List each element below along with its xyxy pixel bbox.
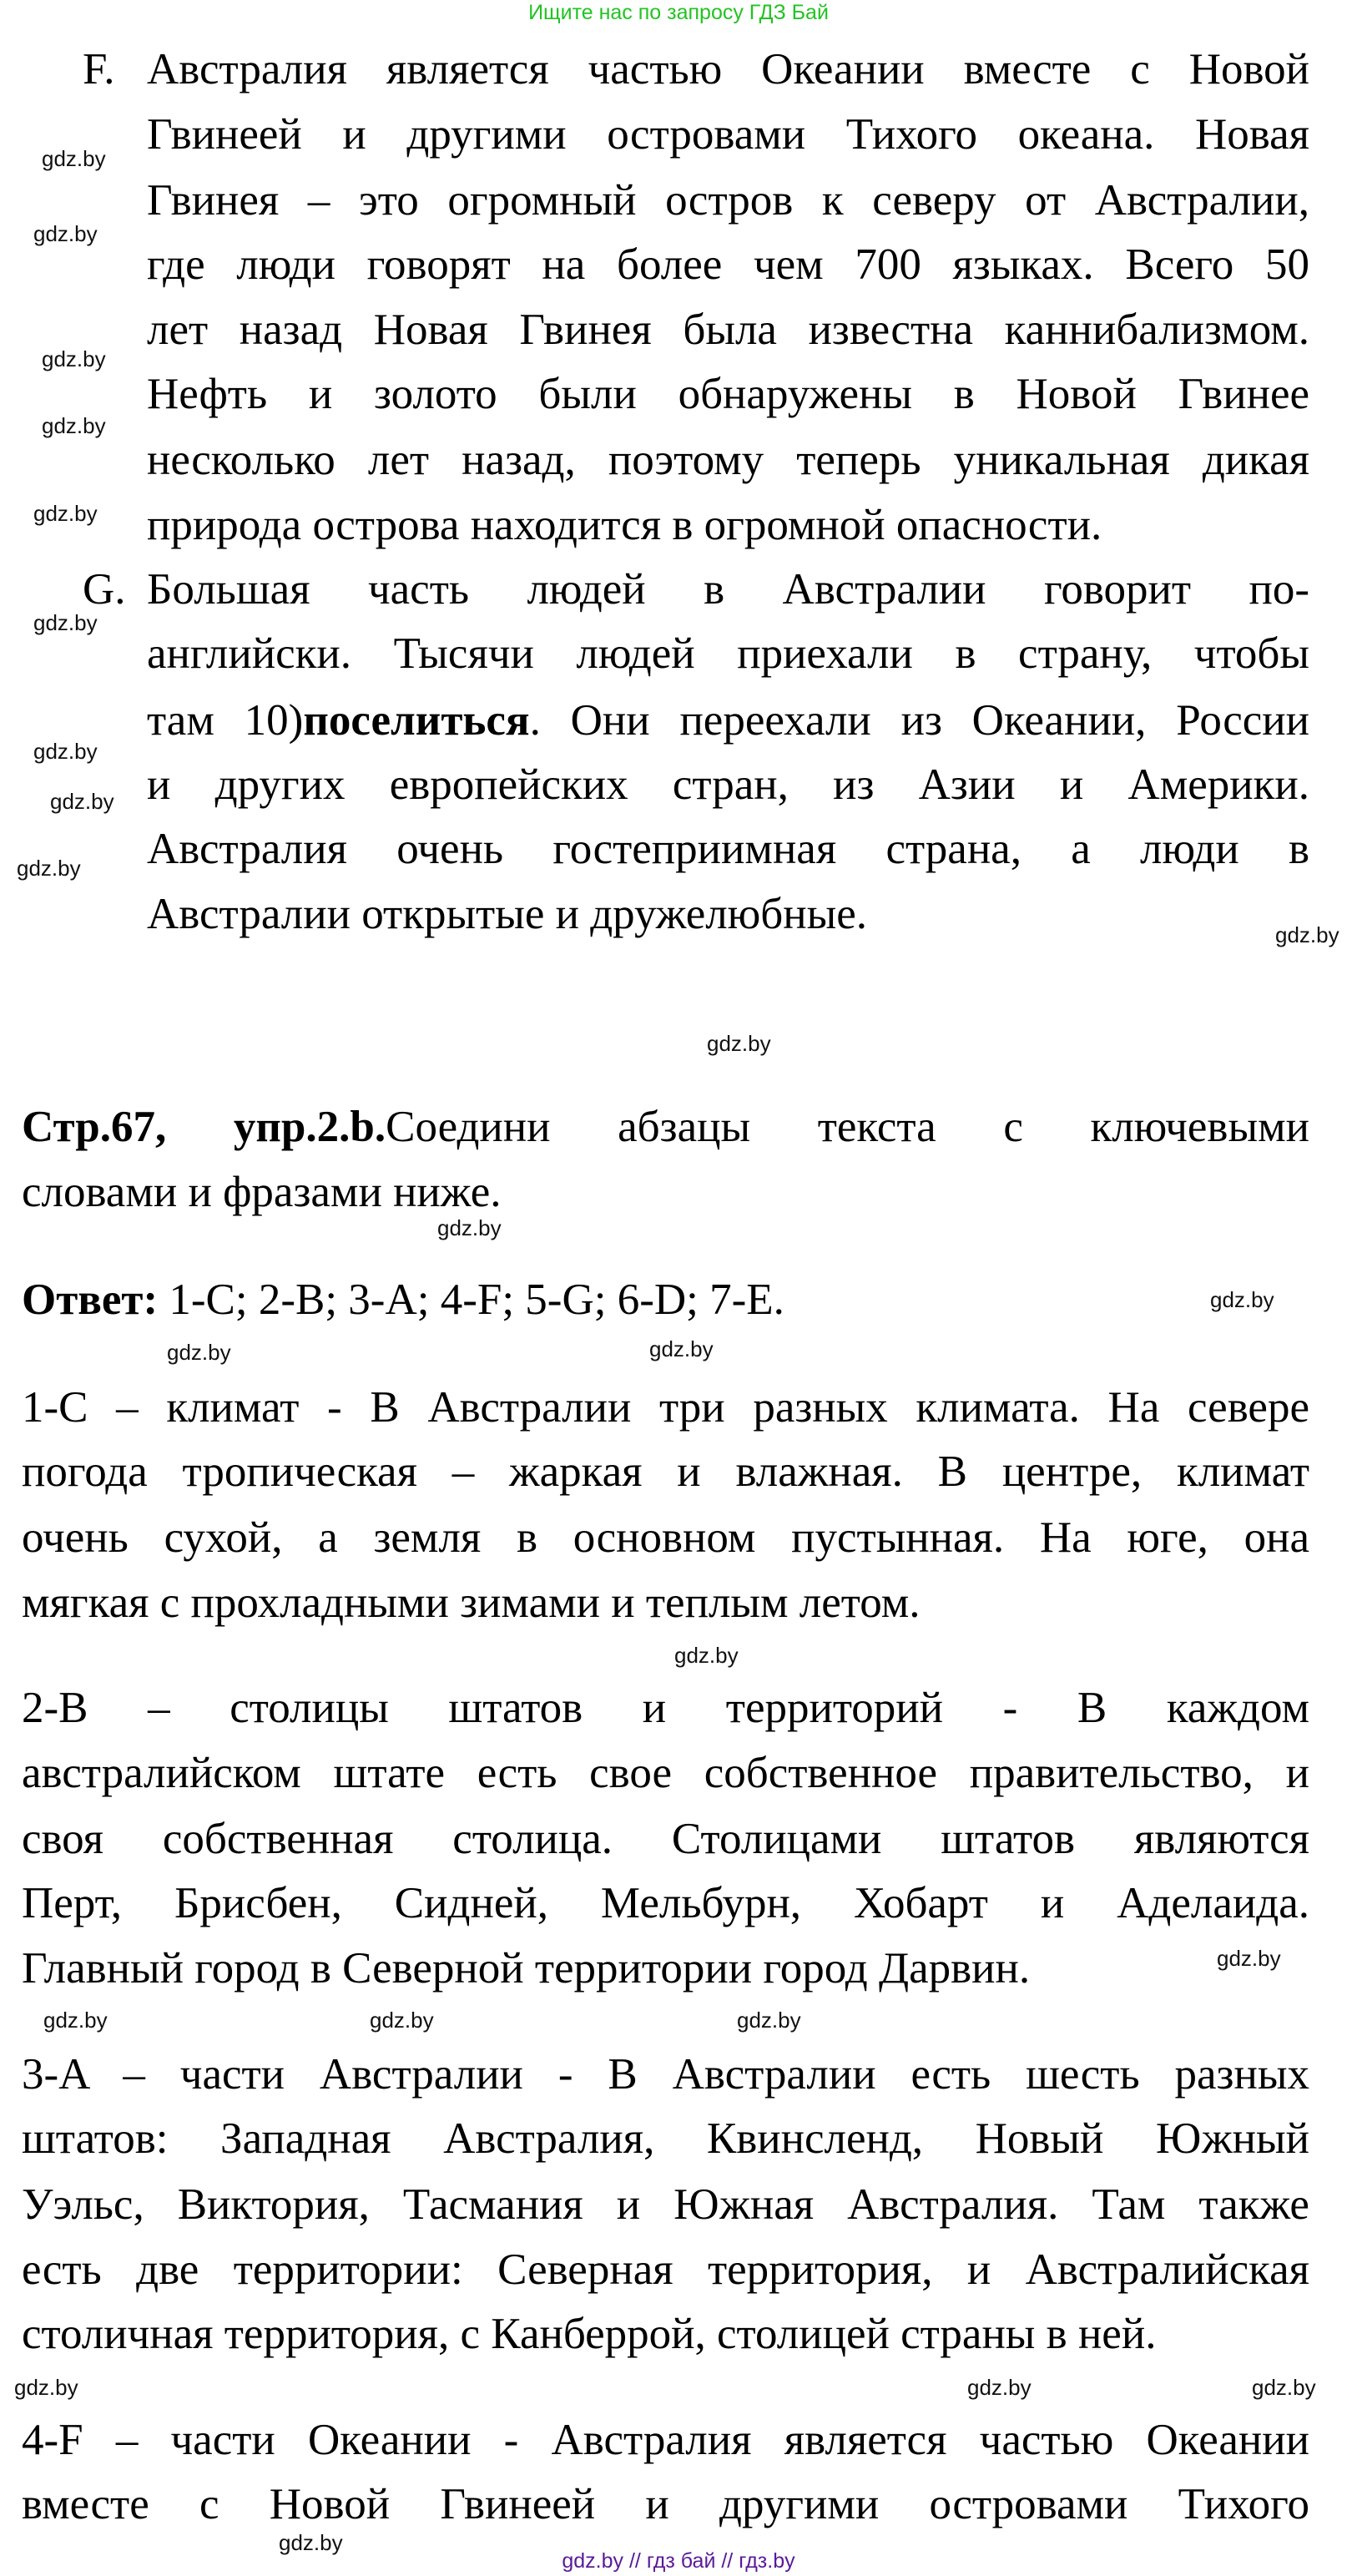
watermark: gdz.by	[50, 789, 114, 814]
watermark: gdz.by	[674, 1643, 739, 1668]
footer-banner: gdz.by // гдз бай // гдз.by	[562, 2549, 795, 2573]
item-2b-line: Перт, Брисбен, Сидней, Мельбурн, Хобарт и Аделаида.	[22, 1879, 1310, 1928]
item-1c-line: погода тропическая – жаркая и влажная. В центре, климат	[22, 1447, 1309, 1496]
item-4f-line: 4-F – части Океании - Австралия является частью Океании	[22, 2415, 1309, 2464]
watermark: gdz.by	[33, 221, 98, 246]
watermark: gdz.by	[33, 739, 98, 764]
task-line	[22, 1094, 1309, 1159]
bold-text: поселиться	[303, 695, 530, 745]
item-2b-line: австралийском штате есть свое собственное правительство, и	[22, 1748, 1309, 1797]
paragraph-g-line: Австралии открытые и дружелюбные.	[147, 889, 867, 938]
paragraph-g-line: и других европейских стран, из Азии и Америки.	[147, 760, 1309, 809]
watermark: gdz.by	[33, 610, 98, 635]
paragraph-marker: F.	[83, 45, 115, 94]
answer-line	[22, 1267, 784, 1332]
watermark: gdz.by	[707, 1031, 771, 1056]
paragraph-f-line: где люди говорят на более чем 700 языках. Всего 50	[147, 240, 1309, 290]
item-3a-line: столичная территория, с Канберрой, столицей страны в ней.	[22, 2310, 1157, 2359]
task-line: словами и фразами ниже.	[22, 1167, 502, 1216]
item-1c-line: 1-C – климат - В Австралии три разных климата. На севере	[22, 1382, 1309, 1432]
item-2b-line: Главный город в Северной территории город Дарвин.	[22, 1943, 1031, 1993]
paragraph-f-line: Австралия является частью Океании вместе с Новой	[147, 45, 1310, 94]
item-2b-line: своя собственная столица. Столицами штатов являются	[22, 1815, 1309, 1864]
text-segment: . Они переехали из Океании, России	[529, 695, 1309, 745]
paragraph-f-line: Нефть и золото были обнаружены в Новой Гвинее	[147, 369, 1310, 418]
bold-text: Стр.67, упр.2.b.	[22, 1103, 386, 1152]
header-banner: Ищите нас по запросу ГДЗ Бай	[528, 1, 829, 24]
watermark: gdz.by	[967, 2375, 1032, 2400]
watermark: gdz.by	[43, 2008, 108, 2033]
watermark: gdz.by	[1275, 922, 1339, 947]
item-3a-line: Уэльс, Виктория, Тасмания и Южная Австралия. Там также	[22, 2180, 1309, 2230]
watermark: gdz.by	[1210, 1287, 1274, 1312]
item-3a-line: есть две территории: Северная территория, и Австралийская	[22, 2245, 1310, 2294]
watermark: gdz.by	[14, 2375, 78, 2400]
bold-text: Ответ:	[22, 1275, 159, 1324]
watermark: gdz.by	[42, 346, 106, 371]
watermark: gdz.by	[437, 1215, 502, 1240]
watermark: gdz.by	[17, 856, 81, 881]
paragraph-f-line: несколько лет назад, поэтому теперь уникальная дикая	[147, 436, 1310, 485]
watermark: gdz.by	[42, 413, 106, 438]
paragraph-g-line: Австралия очень гостеприимная страна, а люди в	[147, 825, 1309, 874]
watermark: gdz.by	[1217, 1946, 1281, 1971]
watermark: gdz.by	[42, 146, 106, 171]
item-4f-line: вместе с Новой Гвинеей и другими островами Тихого	[22, 2480, 1309, 2529]
text-segment: 1-C; 2-B; 3-A; 4-F; 5-G; 6-D; 7-E.	[158, 1275, 784, 1324]
item-3a-line: штатов: Западная Австралия, Квинсленд, Новый Южный	[22, 2114, 1310, 2164]
paragraph-marker: G.	[83, 564, 126, 614]
watermark: gdz.by	[649, 1336, 714, 1361]
text-segment: там 10)	[147, 695, 304, 745]
item-1c-line: очень сухой, а земля в основном пустынная. На юге, она	[22, 1513, 1309, 1563]
watermark: gdz.by	[279, 2530, 343, 2555]
paragraph-g-line: Большая часть людей в Австралии говорит по-	[147, 564, 1310, 614]
watermark: gdz.by	[167, 1340, 231, 1365]
item-1c-line: мягкая с прохладными зимами и теплым летом.	[22, 1578, 921, 1627]
watermark: gdz.by	[33, 501, 98, 526]
paragraph-g-line	[147, 688, 1309, 753]
paragraph-g-line: английски. Тысячи людей приехали в страну, чтобы	[147, 629, 1309, 679]
watermark: gdz.by	[370, 2008, 434, 2033]
item-2b-line: 2-B – столицы штатов и территорий - В каждом	[22, 1684, 1309, 1733]
paragraph-f-line: природа острова находится в огромной опасности.	[147, 500, 1102, 549]
paragraph-f-line: Гвинея – это огромный остров к северу от Австралии,	[147, 175, 1309, 225]
paragraph-f-line: лет назад Новая Гвинея была известна каннибализмом.	[147, 305, 1309, 354]
item-3a-line: 3-A – части Австралии - В Австралии есть шесть разных	[22, 2049, 1309, 2099]
text-segment: Соедини абзацы текста с ключевыми	[386, 1103, 1309, 1152]
paragraph-f-line: Гвинеей и другими островами Тихого океана. Новая	[147, 109, 1310, 159]
watermark: gdz.by	[1252, 2375, 1316, 2400]
watermark: gdz.by	[737, 2008, 801, 2033]
